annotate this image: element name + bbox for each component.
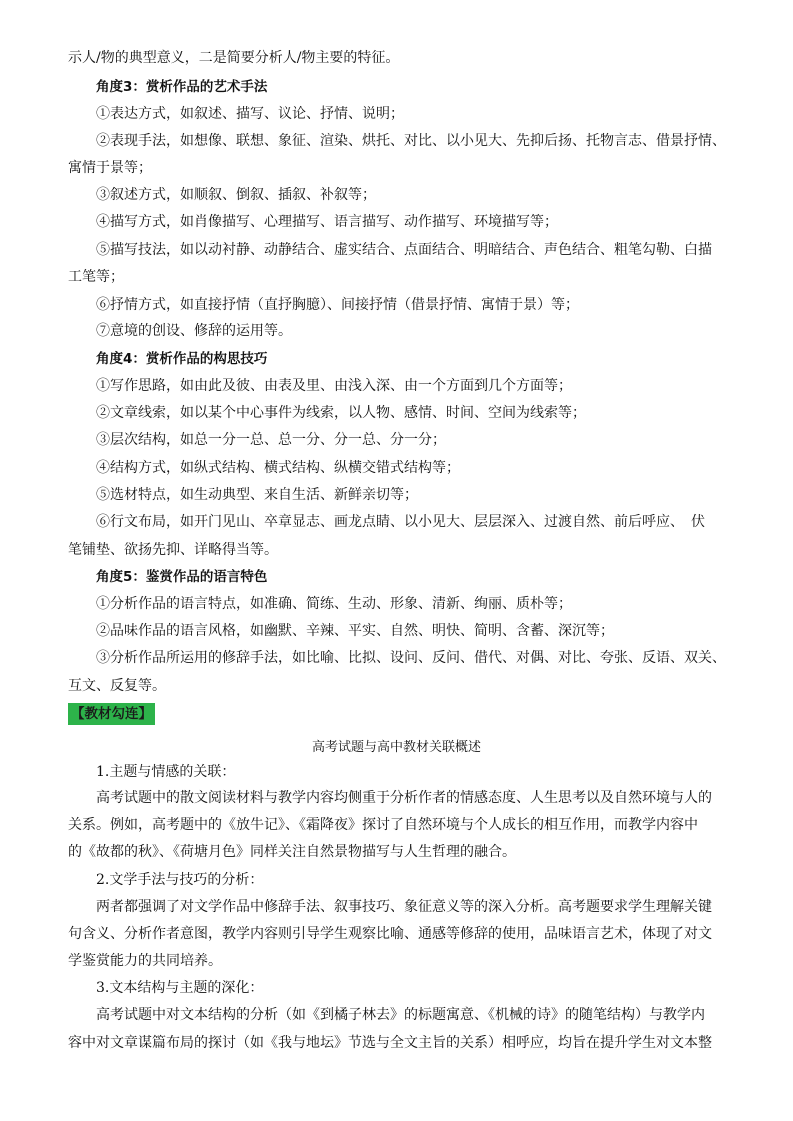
text-line: 笔铺垫、欲扬先抑、详略得当等。 [68,542,278,558]
text-line: 工笔等； [68,269,124,285]
text-line: 高考试题中的散文阅读材料与教学内容均侧重于分析作者的情感态度、人生思考以及自然环境与人的 [96,790,712,806]
text-line: ④结构方式，如纵式结构、横式结构、纵横交错式结构等； [96,460,460,476]
text-line: 寓情于景等； [68,160,152,176]
subheading: 3.文本结构与主题的深化： [96,980,264,996]
text-line: ④描写方式，如肖像描写、心理描写、语言描写、动作描写、环境描写等； [96,214,558,230]
text-line: 学鉴赏能力的共同培养。 [68,953,222,969]
text-line: ⑤选材特点，如生动典型、来自生活、新鲜亲切等； [96,487,418,503]
subheading: 2.文学手法与技巧的分析： [96,872,264,888]
text-line: ①分析作品的语言特点，如准确、简练、生动、形象、清新、绚丽、质朴等； [96,596,572,612]
section-heading: 角度5：鉴赏作品的语言特色 [96,569,268,585]
text-line: ①写作思路，如由此及彼、由表及里、由浅入深、由一个方面到几个方面等； [96,378,572,394]
text-line: ③分析作品所运用的修辞手法，如比喻、比拟、设问、反问、借代、对偶、对比、夸张、反语、双关、 [96,650,726,666]
text-line: 高考试题中对文本结构的分析（如《到橘子林去》的标题寓意、《机械的诗》的随笔结构）与教学内 [96,1007,705,1023]
text-line: ⑦意境的创设、修辞的运用等。 [96,323,292,339]
text-line: ⑥行文布局，如开门见山、卒章显志、画龙点睛、以小见大、层层深入、过渡自然、前后呼应、 伏 [96,514,705,530]
section-title: 高考试题与高中教材关联概述 [311,740,481,755]
text-line: ②品味作品的语言风格，如幽默、辛辣、平实、自然、明快、简明、含蓄、深沉等； [96,623,614,639]
section-heading: 角度3：赏析作品的艺术手法 [96,79,268,95]
text-line: 容中对文章谋篇布局的探讨（如《我与地坛》节选与全文主旨的关系）相呼应，均旨在提升学生对文本整 [68,1035,712,1051]
text-line: ②表现手法，如想像、联想、象征、渲染、烘托、对比、以小见大、先抑后扬、托物言志、借景抒情、 [96,133,726,149]
section-heading: 角度4：赏析作品的构思技巧 [96,351,268,367]
text-line: 关系。例如，高考题中的《放牛记》、《霜降夜》探讨了自然环境与个人成长的相互作用，而教学内容中 [68,817,698,833]
text-line: ③层次结构，如总一分一总、总一分、分一总、分一分； [96,432,446,448]
text-line: 示人/物的典型意义，二是简要分析人/物主要的特征。 [68,50,400,66]
text-line: ①表达方式，如叙述、描写、议论、抒情、说明； [96,106,404,122]
subheading: 1.主题与情感的关联： [96,764,236,780]
text-line: 互文、反复等。 [68,678,166,694]
text-line: ⑥抒情方式，如直接抒情（直抒胸臆）、间接抒情（借景抒情、寓情于景）等； [96,297,579,313]
text-line: 句含义、分析作者意图，教学内容则引导学生观察比喻、通感等修辞的使用，品味语言艺术，体现了对文 [68,926,712,942]
text-line: ⑤描写技法，如以动衬静、动静结合、虚实结合、点面结合、明暗结合、声色结合、粗笔勾勒、白描 [96,242,712,258]
text-line: 两者都强调了对文学作品中修辞手法、叙事技巧、象征意义等的深入分析。高考题要求学生理解关键 [96,899,712,915]
text-line: ②文章线索，如以某个中心事件为线索，以人物、感情、时间、空间为线索等； [96,405,586,421]
section-tag: 【教材勾连】 [68,703,155,725]
text-line: 的《故都的秋》、《荷塘月色》同样关注自然景物描写与人生哲理的融合。 [68,844,516,860]
text-line: ③叙述方式，如顺叙、倒叙、插叙、补叙等； [96,187,376,203]
